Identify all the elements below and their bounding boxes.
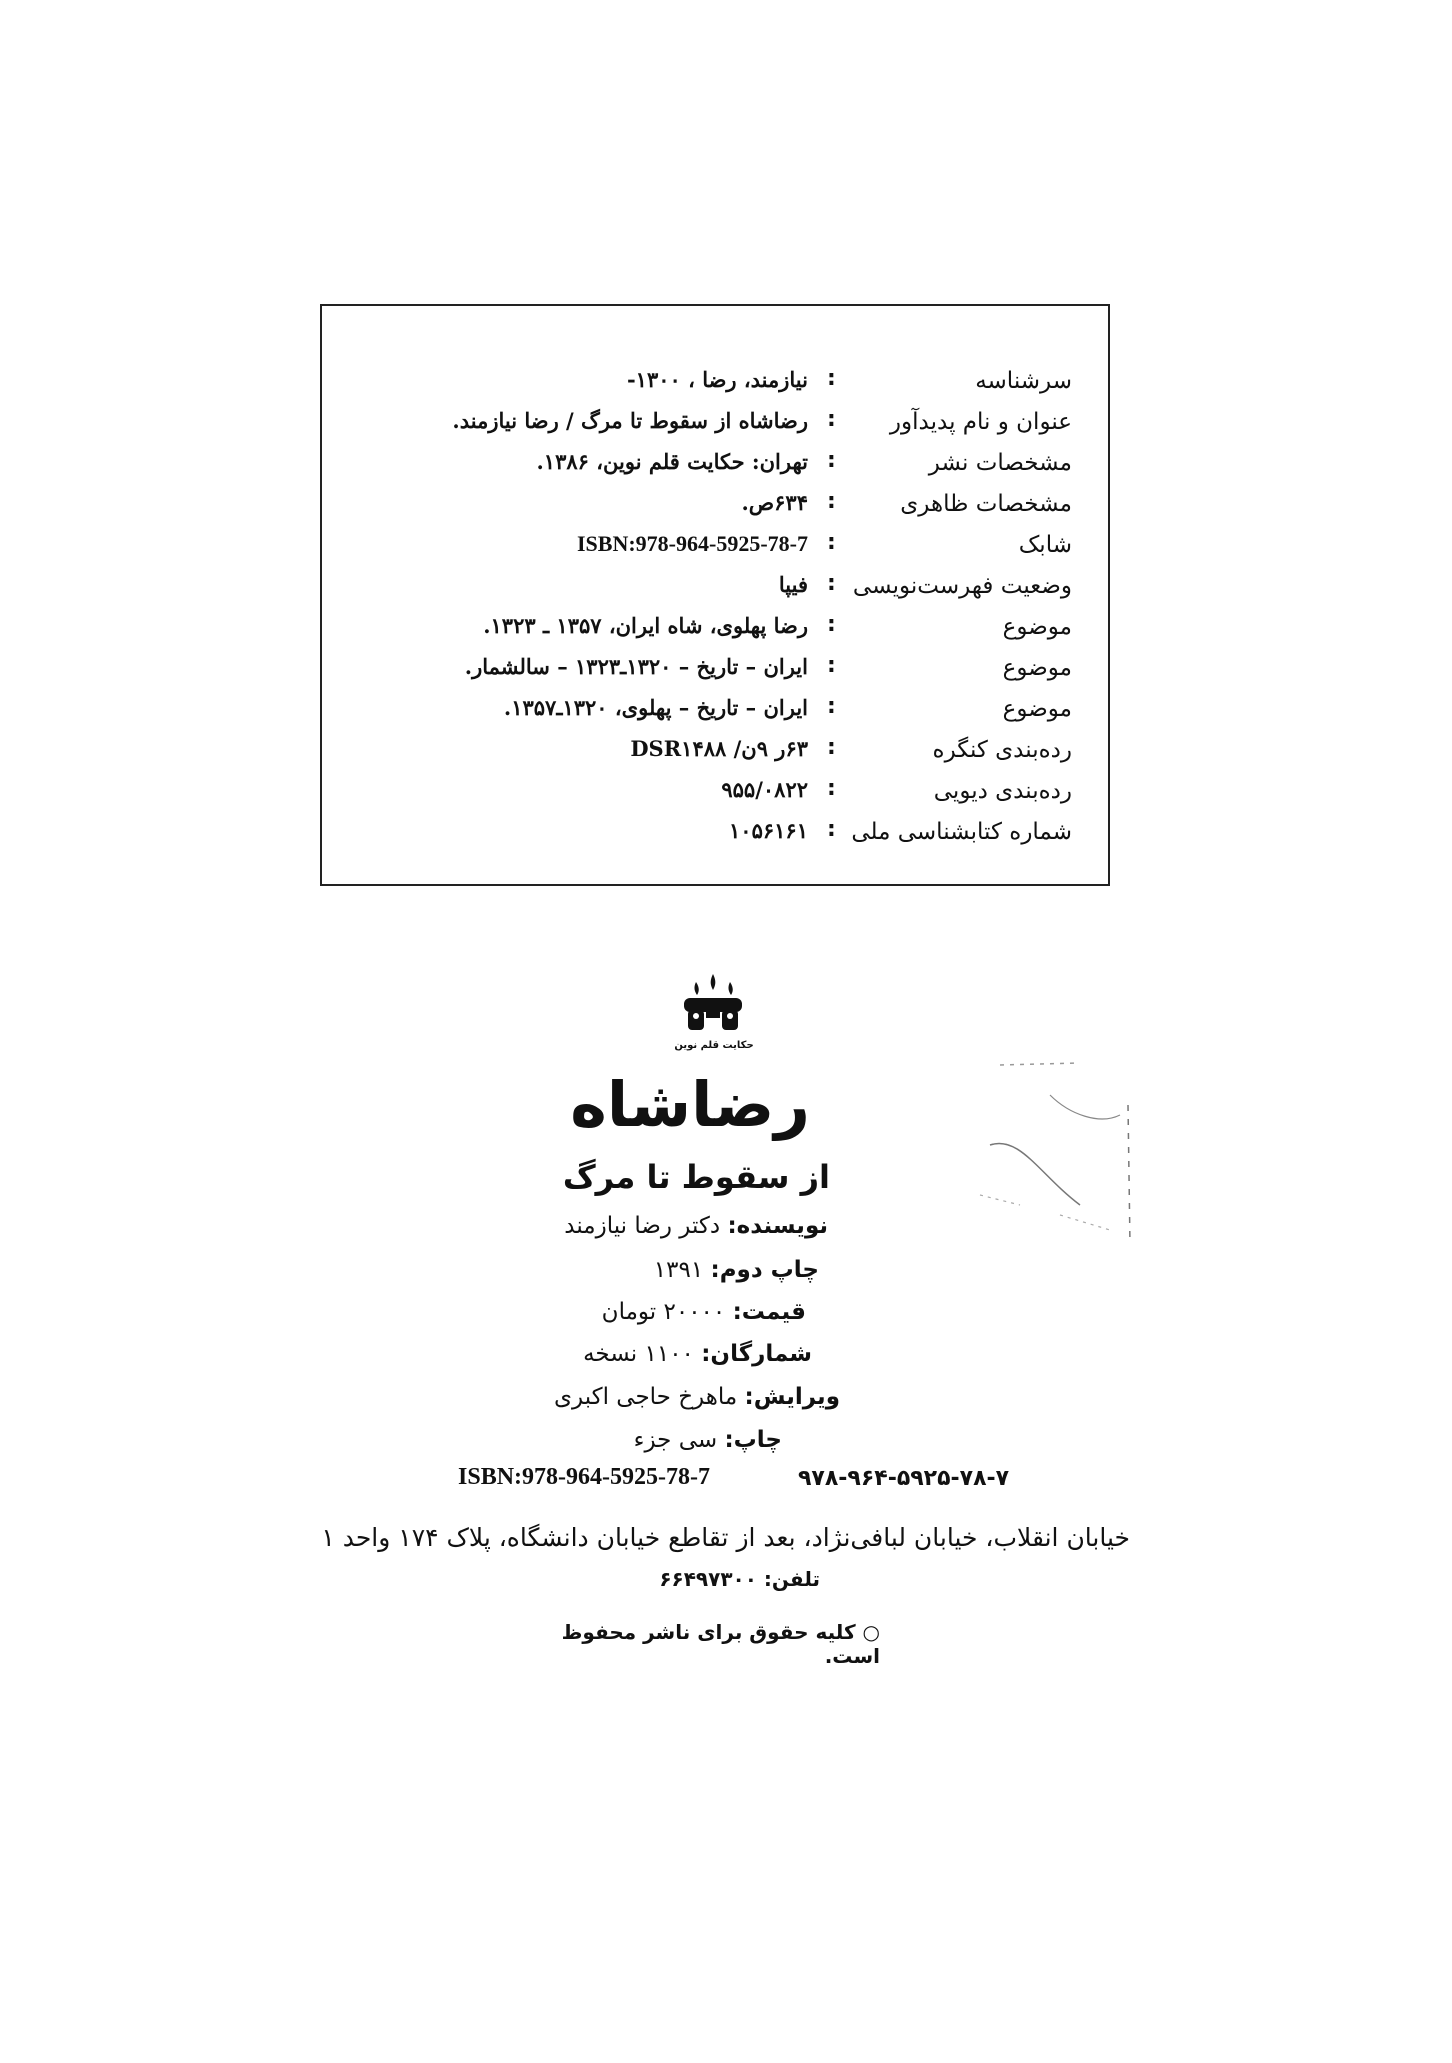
copies-line xyxy=(583,1341,812,1367)
catalog-row-label: عنوان و نام پدیدآور xyxy=(889,409,1072,435)
catalog-row-colon: : xyxy=(827,407,836,432)
editor-line xyxy=(554,1384,840,1410)
catalog-row-label: مشخصات نشر xyxy=(928,450,1072,476)
catalog-row-label: موضوع xyxy=(1002,614,1072,640)
publisher-address: خیابان انقلاب، خیابان لبافی‌نژاد، بعد از تقاطع خیابان دانشگاه، پلاک ۱۷۴ واحد ۱ xyxy=(321,1523,1130,1552)
catalog-row-colon: : xyxy=(827,653,836,678)
catalog-row-value: ایران – تاریخ – ۱۳۲۰ـ۱۳۲۳ – سالشمار. xyxy=(464,654,808,679)
catalog-row-value: ISBN:978-964-5925-78-7 xyxy=(577,531,808,556)
author-line xyxy=(564,1213,828,1239)
catalog-row-label: مشخصات ظاهری xyxy=(900,491,1072,517)
catalog-row-value: ایران – تاریخ – پهلوی، ۱۳۲۰ـ۱۳۵۷. xyxy=(503,695,808,720)
price-label: قیمت: xyxy=(732,1299,806,1325)
catalog-row-colon: : xyxy=(827,776,836,801)
catalog-row-value: ۱۰۵۶۱۶۱ xyxy=(729,818,808,843)
copyright-notice: ○ کلیه حقوق برای ناشر محفوظ است. xyxy=(561,1620,880,1668)
catalog-info-box xyxy=(320,304,1110,886)
catalog-row xyxy=(322,651,1108,692)
book-subtitle: از سقوط تا مرگ xyxy=(562,1158,830,1196)
editor-label: ویرایش: xyxy=(744,1384,840,1410)
price-line xyxy=(602,1299,806,1325)
catalog-row-value: ۶۳ر ۹ن/ DSR۱۴۸۸ xyxy=(630,736,808,761)
isbn-persian: ۹۷۸-۹۶۴-۵۹۲۵-۷۸-۷ xyxy=(798,1466,1010,1491)
copies-label: شمارگان: xyxy=(701,1341,812,1367)
catalog-row-label: وضعیت فهرست‌نویسی xyxy=(852,573,1072,599)
edition-label: چاپ دوم: xyxy=(710,1257,819,1283)
catalog-row-label: سرشناسه xyxy=(975,368,1072,394)
catalog-row xyxy=(322,733,1108,774)
printer-line xyxy=(634,1427,782,1453)
catalog-row xyxy=(322,405,1108,446)
catalog-row-colon: : xyxy=(827,612,836,637)
catalog-row-label: شابک xyxy=(1018,532,1072,558)
catalog-row-value: فیپا xyxy=(778,572,808,597)
catalog-row-colon: : xyxy=(827,571,836,596)
printer-value: سی جزء xyxy=(633,1427,718,1453)
catalog-row-label: موضوع xyxy=(1002,696,1072,722)
printer-label: چاپ: xyxy=(724,1427,782,1453)
catalog-row xyxy=(322,610,1108,651)
faded-stamp-mark xyxy=(960,1055,1140,1255)
copies-value: ۱۱۰۰ نسخه xyxy=(583,1341,694,1367)
catalog-row xyxy=(322,692,1108,733)
isbn-latin: ISBN:978-964-5925-78-7 xyxy=(458,1464,710,1490)
catalog-row-value: رضاشاه از سقوط تا مرگ / رضا نیازمند. xyxy=(452,408,808,433)
catalog-rows xyxy=(322,364,1108,856)
catalog-row xyxy=(322,364,1108,405)
catalog-row-value: تهران: حکایت قلم نوین، ۱۳۸۶. xyxy=(536,449,808,474)
catalog-row-colon: : xyxy=(827,735,836,760)
catalog-row-colon: : xyxy=(827,817,836,842)
catalog-row-colon: : xyxy=(827,448,836,473)
catalog-row-colon: : xyxy=(827,489,836,514)
catalog-row-value: ۶۳۴ص. xyxy=(741,490,808,515)
edition-line xyxy=(654,1257,819,1283)
publisher-logo-icon xyxy=(676,972,750,1034)
catalog-row xyxy=(322,528,1108,569)
catalog-row xyxy=(322,774,1108,815)
edition-value: ۱۳۹۱ xyxy=(653,1257,704,1283)
catalog-row xyxy=(322,569,1108,610)
editor-value: ماهرخ حاجی اکبری xyxy=(554,1384,738,1410)
catalog-row xyxy=(322,487,1108,528)
book-title: رضاشاه xyxy=(570,1068,810,1141)
author-value: دکتر رضا نیازمند xyxy=(564,1213,721,1239)
publisher-logo-caption: حکایت قلم نوین xyxy=(674,1040,754,1051)
catalog-row-label: رده‌بندی کنگره xyxy=(932,737,1072,763)
catalog-row-label: موضوع xyxy=(1002,655,1072,681)
catalog-row-colon: : xyxy=(827,694,836,719)
catalog-row-colon: : xyxy=(827,530,836,555)
catalog-row-label: رده‌بندی دیویی xyxy=(933,778,1072,804)
catalog-row-label: شماره کتابشناسی ملی xyxy=(851,819,1072,845)
publisher-phone: تلفن: ۶۶۴۹۷۳۰۰ xyxy=(659,1567,820,1591)
author-label: نویسنده: xyxy=(727,1213,828,1239)
catalog-row-value: ۹۵۵/۰۸۲۲ xyxy=(721,777,808,802)
catalog-row xyxy=(322,446,1108,487)
catalog-row-colon: : xyxy=(827,366,836,391)
catalog-row-value: رضا پهلوی، شاه ایران، ۱۳۵۷ ـ ۱۳۲۳. xyxy=(483,613,808,638)
catalog-row-value: نیازمند، رضا ، ۱۳۰۰- xyxy=(626,367,808,392)
catalog-row xyxy=(322,815,1108,856)
price-value: ۲۰۰۰۰ تومان xyxy=(601,1299,726,1325)
